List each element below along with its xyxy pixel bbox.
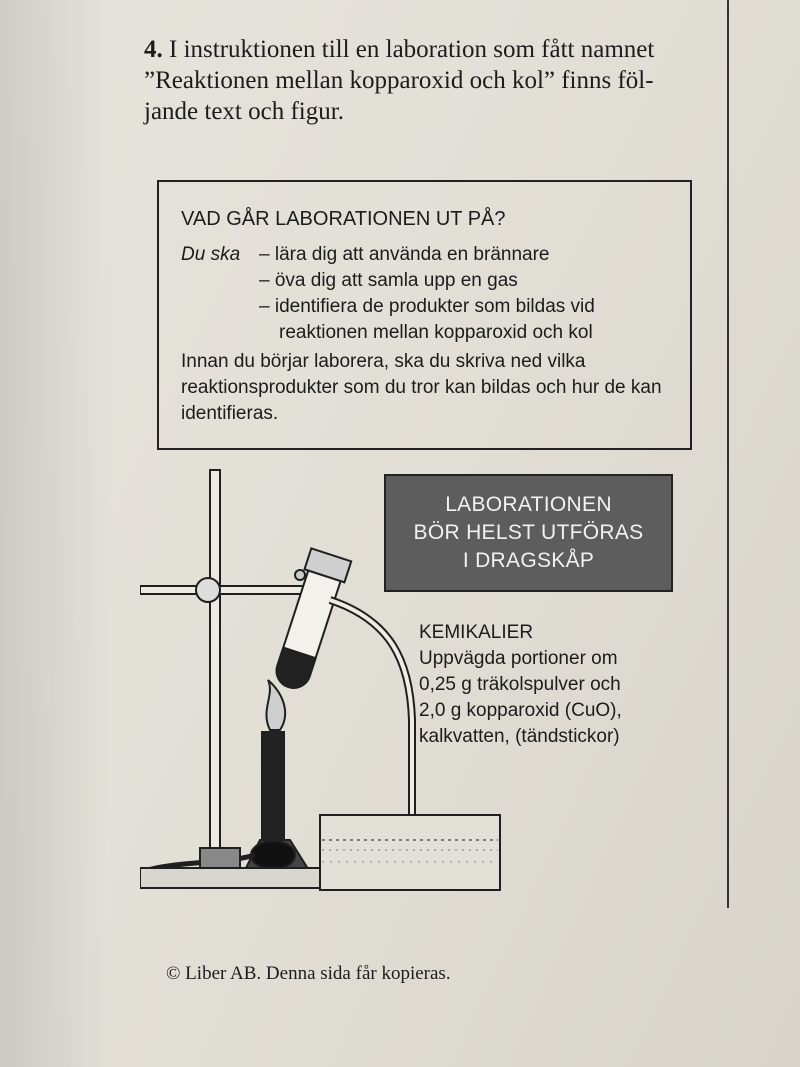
goal-item: – lära dig att använda en brännare bbox=[259, 244, 550, 265]
clamp-arm bbox=[140, 586, 320, 594]
question-line: ”Reaktionen mellan kopparoxid och kol” finns föl- bbox=[144, 67, 654, 94]
box-paragraph: Innan du börjar laborera, ska du skriva ned vilka reaktionsprodukter som du tror kan bildas och hur de kan identifieras. bbox=[181, 351, 662, 424]
clamp-boss bbox=[196, 578, 220, 602]
box-heading: VAD GÅR LABORATIONEN UT PÅ? bbox=[181, 208, 506, 230]
warning-line: BÖR HELST UTFÖRAS bbox=[413, 521, 644, 544]
question-4 bbox=[144, 34, 724, 127]
chemicals-line: 2,0 g kopparoxid (CuO), bbox=[419, 700, 622, 721]
column-divider bbox=[727, 0, 729, 908]
chemicals-line: Uppvägda portioner om bbox=[419, 648, 618, 669]
test-tube bbox=[268, 548, 351, 693]
page-shadow bbox=[0, 0, 110, 1067]
question-line: I instruktionen till en laboration som fått namnet bbox=[169, 36, 655, 63]
chemicals-line: 0,25 g träkolspulver och bbox=[419, 674, 621, 695]
warning-line: I DRAGSKÅP bbox=[462, 549, 595, 572]
burner bbox=[262, 732, 284, 842]
copyright-footer: © Liber AB. Denna sida får kopieras. bbox=[166, 963, 451, 984]
chemicals-line: kalkvatten, (tändstickor) bbox=[419, 726, 620, 747]
goal-item: – identifiera de produkter som bildas vid reaktionen mellan kopparoxid och kol bbox=[259, 296, 595, 343]
flame bbox=[266, 680, 285, 730]
stand-rod bbox=[210, 470, 220, 860]
du-ska-label: Du ska bbox=[181, 244, 241, 265]
warning-line: LABORATIONEN bbox=[445, 493, 612, 516]
question-line: jande text och figur. bbox=[144, 98, 344, 125]
goals-list bbox=[259, 242, 679, 346]
instruction-box bbox=[157, 180, 692, 450]
chemicals-heading: KEMIKALIER bbox=[419, 622, 534, 643]
goal-item: – öva dig att samla upp en gas bbox=[259, 270, 518, 291]
chemicals-list bbox=[419, 620, 719, 750]
water-trough bbox=[320, 815, 500, 890]
fume-hood-warning bbox=[384, 474, 673, 592]
question-number: 4. bbox=[144, 36, 163, 63]
